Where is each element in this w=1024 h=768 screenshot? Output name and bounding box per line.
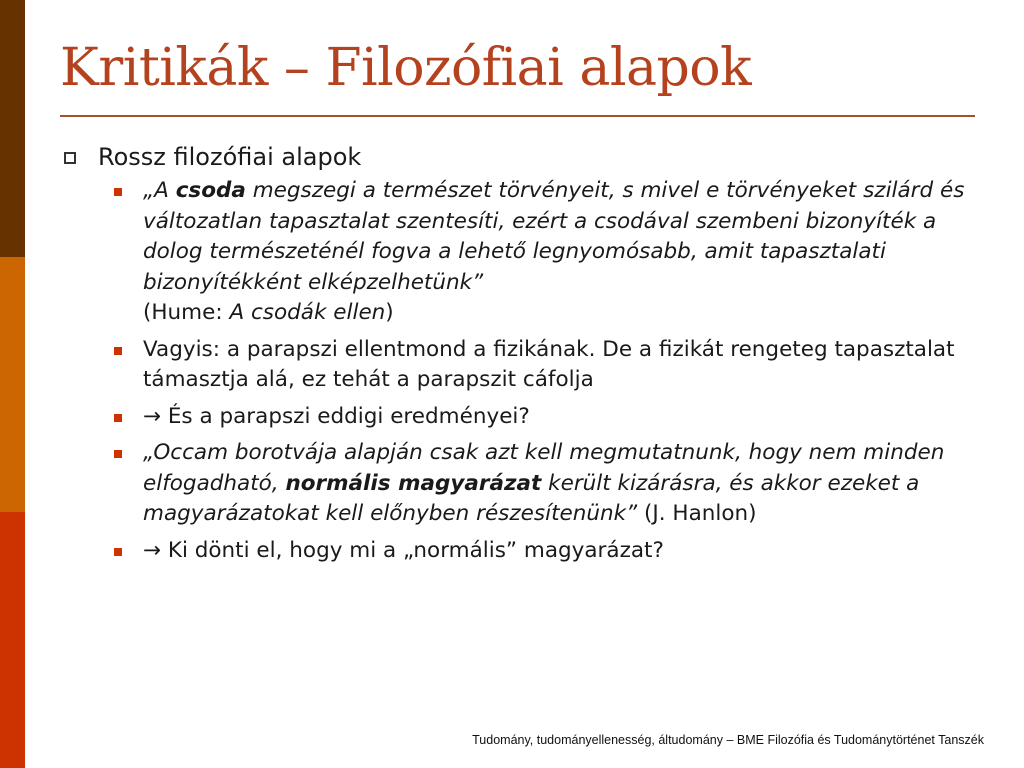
sub-bullet-text: → És a parapszi eddigi eredményei? bbox=[143, 403, 530, 429]
quote-bold: csoda bbox=[175, 178, 246, 203]
slide-title: Kritikák – Filozófiai alapok bbox=[60, 38, 752, 98]
cite: (J. Hanlon) bbox=[637, 501, 757, 526]
slide-body bbox=[60, 140, 980, 572]
cite-open: (Hume: bbox=[143, 300, 230, 325]
quote-open: „A bbox=[143, 178, 176, 203]
hollow-square-bullet-icon bbox=[64, 152, 76, 164]
decor-stripe-bottom bbox=[0, 512, 25, 768]
cite-title: A csodák ellen bbox=[229, 300, 386, 325]
cite-close: ) bbox=[385, 300, 394, 325]
quote-rest: megszegi a természet törvényeit, s mivel e törvényeket szilárd és változatlan tapasztalat szentesíti, ezért a csodával szembeni bizonyíték a dolog természeténél fogva a lehető legnyomósabb, amit tapasztalati bizonyítékként elképzelhetünk” bbox=[143, 178, 965, 295]
sub-bullet-text: → Ki dönti el, hogy mi a „normális” magyarázat? bbox=[143, 537, 664, 563]
filled-square-bullet-icon bbox=[114, 414, 122, 422]
decor-stripe-top bbox=[0, 0, 25, 257]
sub-bullet-list bbox=[60, 176, 980, 566]
sub-bullet-ki bbox=[60, 536, 980, 567]
sub-bullet-hume-quote bbox=[60, 176, 980, 329]
sub-bullet-es bbox=[60, 402, 980, 433]
sub-bullet-vagyis bbox=[60, 335, 980, 396]
title-divider bbox=[60, 115, 975, 117]
sub-bullet-occam bbox=[60, 438, 980, 530]
filled-square-bullet-icon bbox=[114, 450, 122, 458]
decor-stripe-middle bbox=[0, 257, 25, 512]
quote-start: „Occam borotvája alapján csak azt kell megmutatnunk, hogy nem minden elfogadható, bbox=[143, 440, 945, 496]
filled-square-bullet-icon bbox=[114, 347, 122, 355]
quote-end: került kizárásra, és akkor ezeket a magyarázatokat kell előnyben részesítenünk” bbox=[143, 470, 920, 526]
bullet-level1-text: Rossz filozófiai alapok bbox=[98, 143, 362, 171]
filled-square-bullet-icon bbox=[114, 188, 122, 196]
slide-footer: Tudomány, tudományellenesség, áltudomány – BME Filozófia és Tudománytörténet Tanszék bbox=[472, 733, 984, 747]
bullet-level1 bbox=[60, 140, 980, 174]
quote-bold: normális magyarázat bbox=[285, 470, 542, 496]
sub-bullet-text: Vagyis: a parapszi ellentmond a fizikának. De a fizikát rengeteg tapasztalat támasztja alá, ez tehát a parapszit cáfolja bbox=[143, 336, 955, 392]
filled-square-bullet-icon bbox=[114, 548, 122, 556]
